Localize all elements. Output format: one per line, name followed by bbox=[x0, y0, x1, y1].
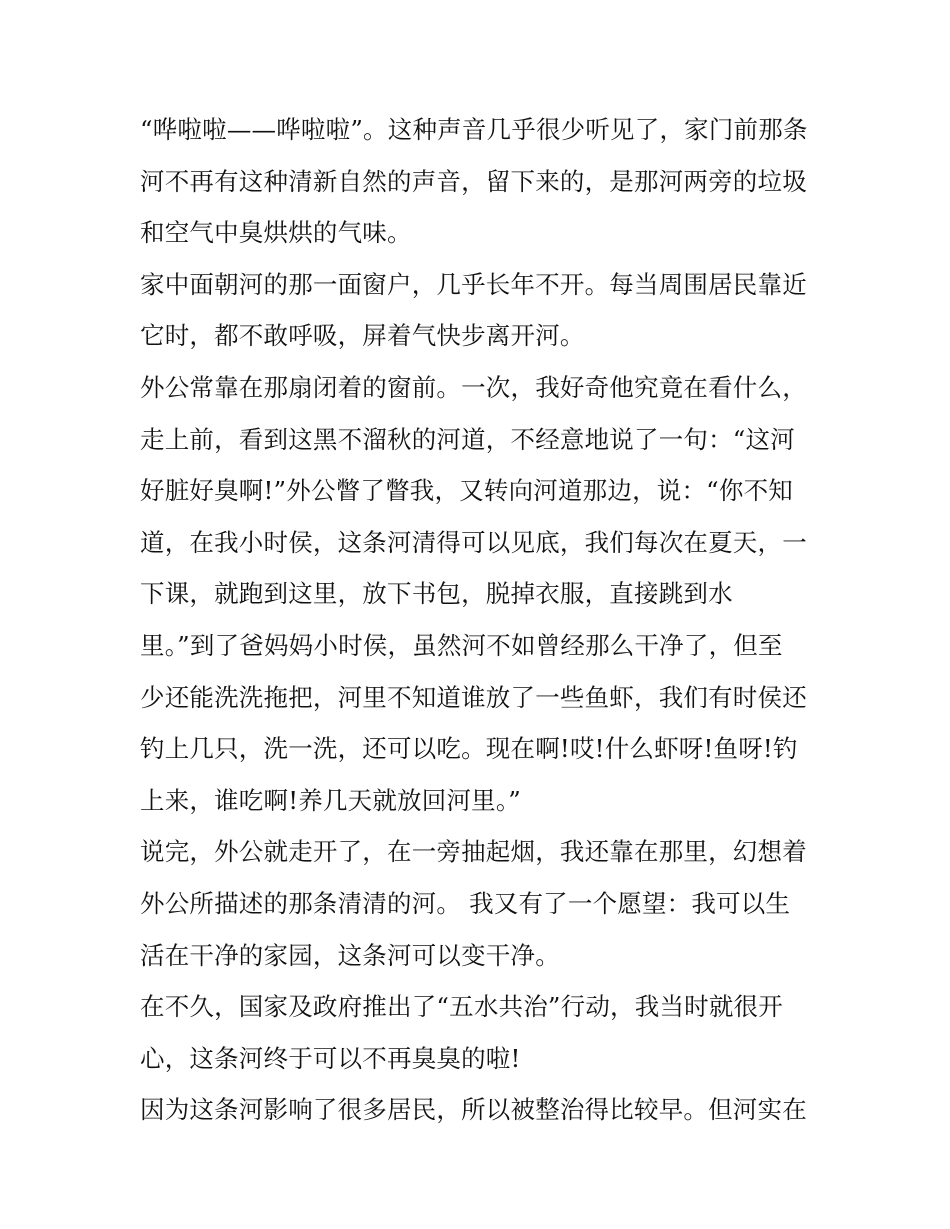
text-line: 下课，就跑到这里，放下书包，脱掉衣服，直接跳到水 bbox=[140, 579, 733, 609]
text-line: 家中面朝河的那一面窗户，几乎长年不开。每当周围居民靠近 bbox=[140, 269, 807, 299]
text-line: 活在干净的家园，这条河可以变干净。 bbox=[140, 940, 560, 970]
text-line: 钓上几只，洗一洗，还可以吃。现在啊!哎!什么虾呀!鱼呀!钓 bbox=[140, 734, 798, 764]
document-body bbox=[140, 104, 815, 1136]
text-line: 因为这条河影响了很多居民，所以被整治得比较早。但河实在 bbox=[140, 1095, 807, 1125]
text-line: “哗啦啦——哗啦啦”。这种声音几乎很少听见了，家门前那条 bbox=[140, 115, 808, 144]
text-line: 它时，都不敢呼吸，屏着气快步离开河。 bbox=[140, 321, 585, 351]
text-line: 外公所描述的那条清清的河。 我又有了一个愿望：我可以生 bbox=[140, 888, 791, 918]
text-line: 走上前，看到这黑不溜秋的河道，不经意地说了一句：“这河 bbox=[140, 424, 795, 454]
text-line: 好脏好臭啊!”外公瞥了瞥我，又转向河道那边，说：“你不知 bbox=[140, 476, 793, 506]
text-line: 说完，外公就走开了，在一旁抽起烟，我还靠在那里，幻想着 bbox=[140, 837, 807, 867]
text-line: 和空气中臭烘烘的气味。 bbox=[140, 218, 412, 248]
text-line: 在不久，国家及政府推出了“五水共治”行动，我当时就很开 bbox=[140, 992, 783, 1022]
text-line: 里。”到了爸妈妈小时侯，虽然河不如曾经那么干净了，但至 bbox=[140, 630, 783, 660]
text-line: 少还能洗洗拖把，河里不知道谁放了一些鱼虾，我们有时侯还 bbox=[140, 682, 807, 712]
text-line: 外公常靠在那扇闭着的窗前。一次，我好奇他究竟在看什么， bbox=[140, 372, 807, 402]
text-line: 心，这条河终于可以不再臭臭的啦! bbox=[140, 1043, 521, 1073]
text-line: 河不再有这种清新自然的声音，留下来的，是那河两旁的垃圾 bbox=[140, 166, 807, 196]
text-line: 道，在我小时侯，这条河清得可以见底，我们每次在夏天，一 bbox=[140, 527, 807, 557]
text-line: 上来，谁吃啊!养几天就放回河里。” bbox=[140, 785, 522, 815]
